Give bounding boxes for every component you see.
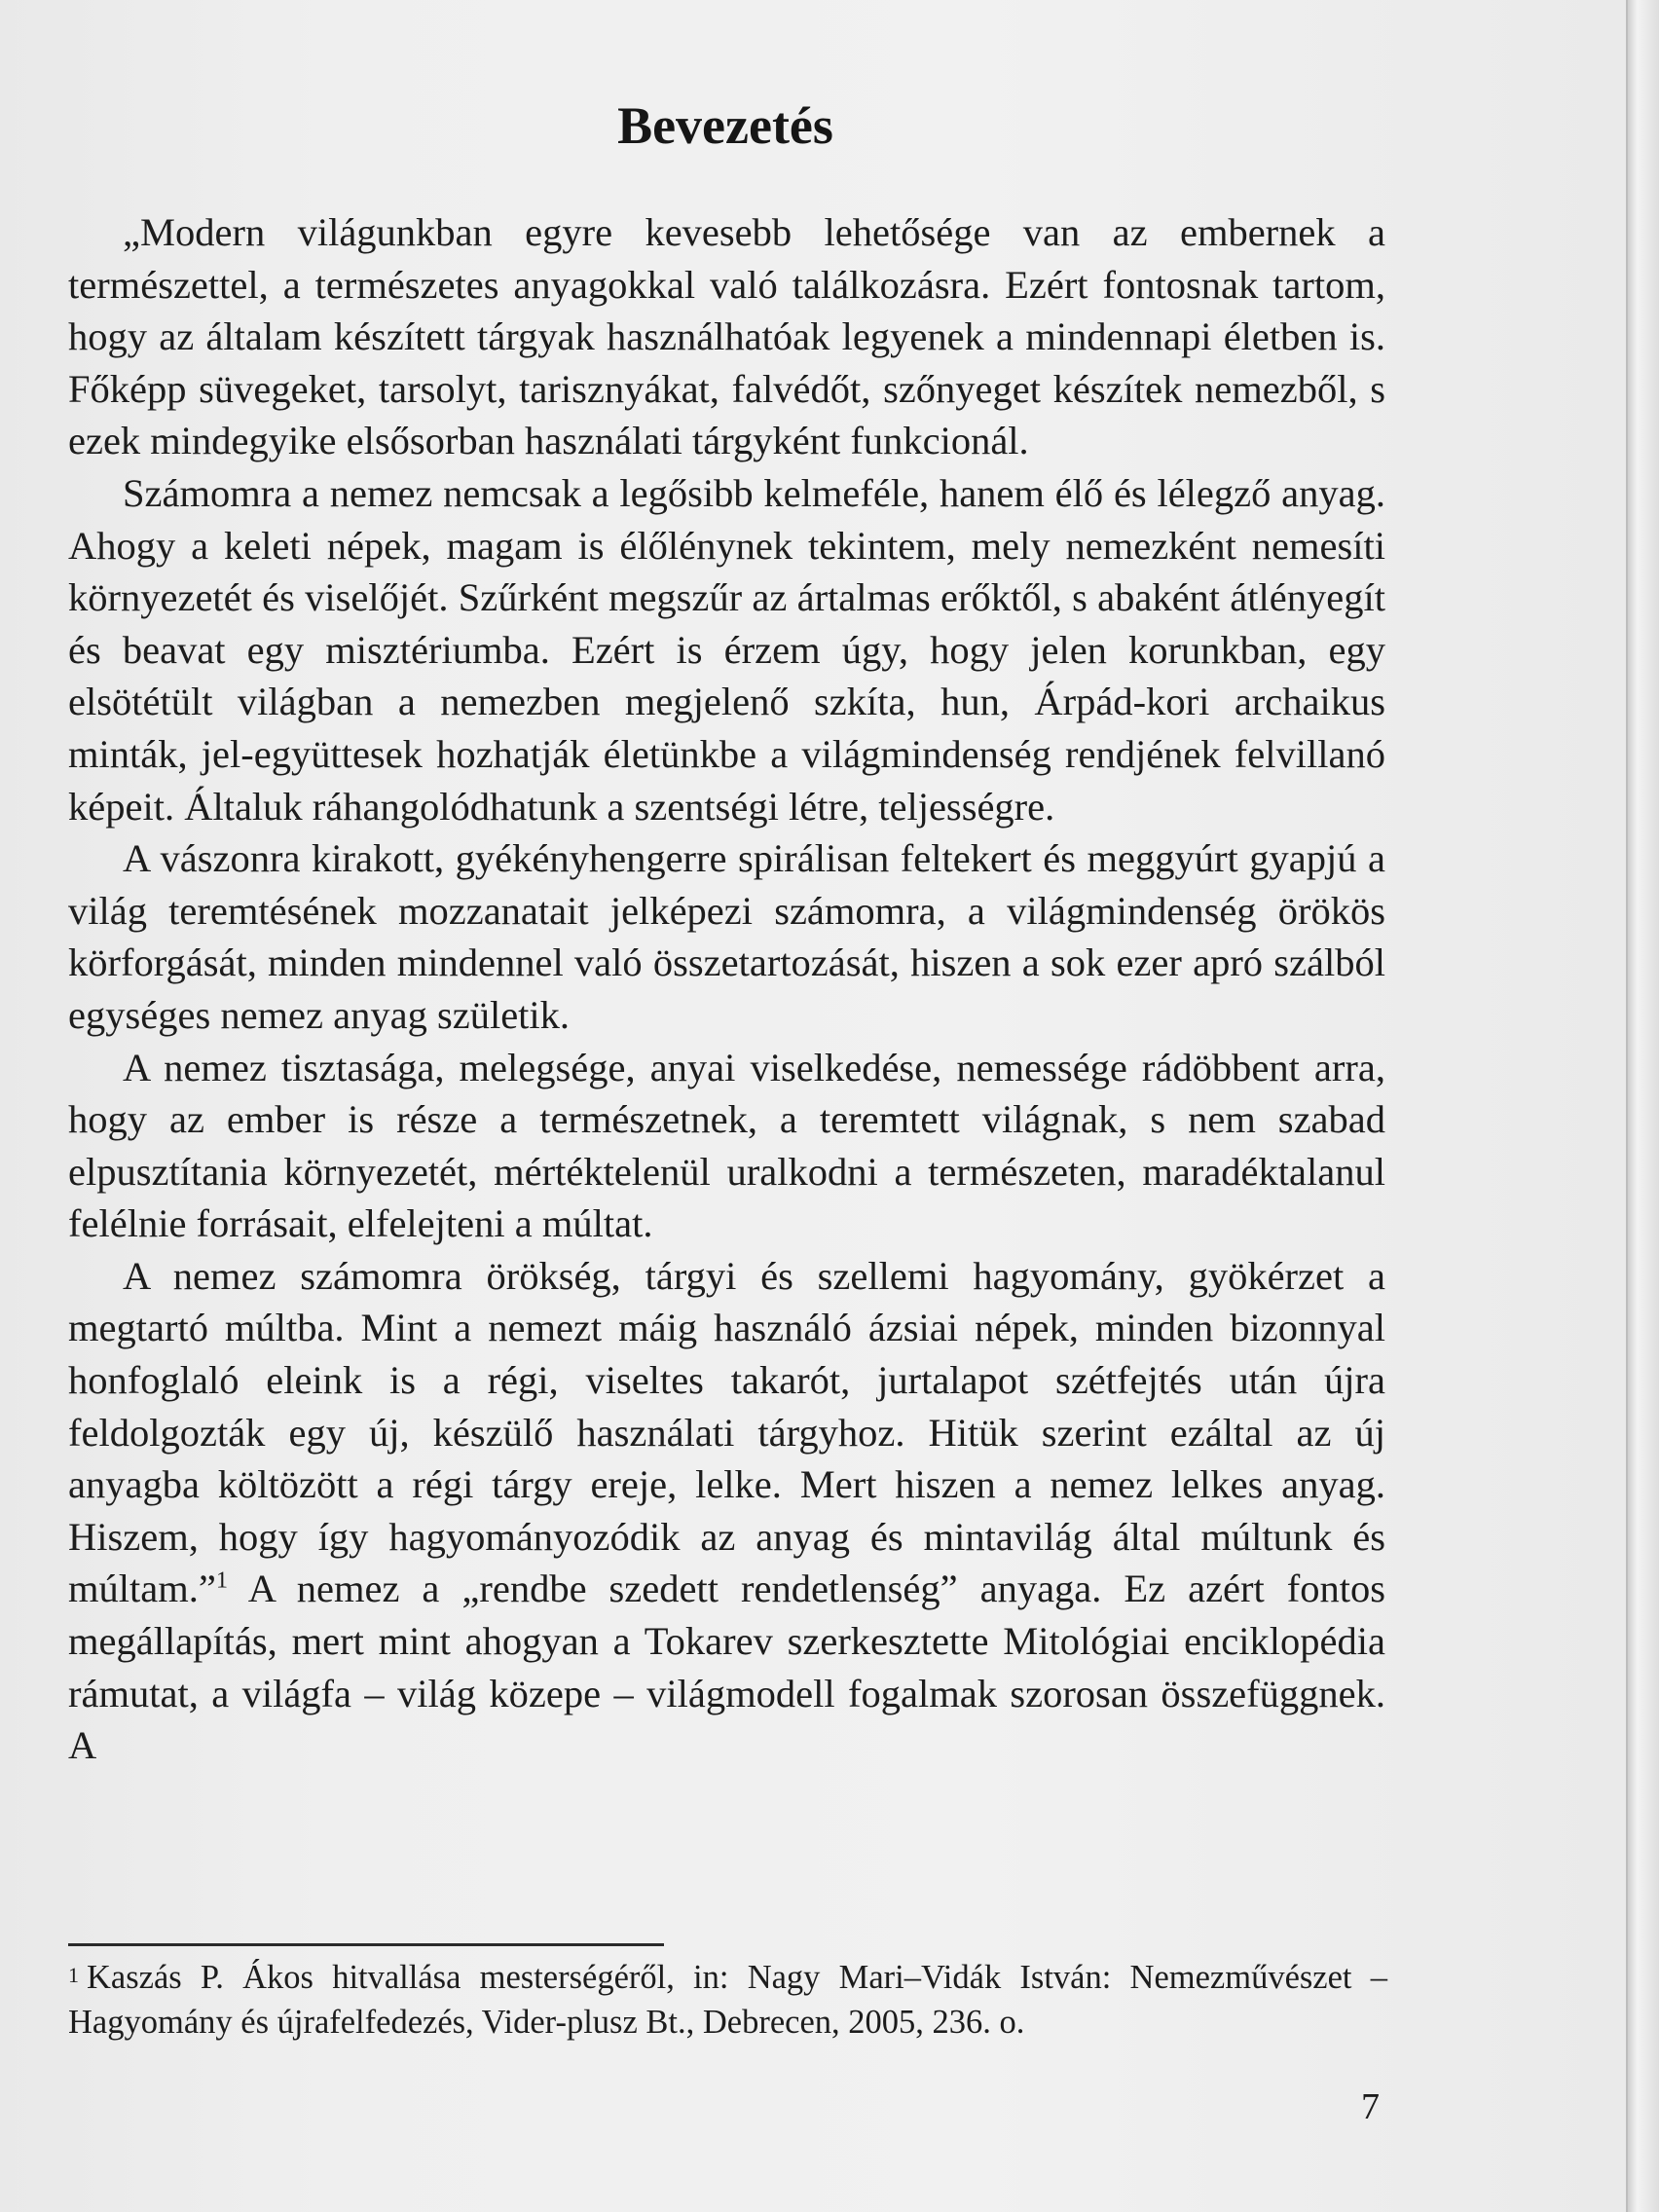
paragraph: A nemez tisztasága, melegsége, anyai viselkedése, nemessége rádöbbent arra, hogy az ember is része a természetnek, a teremtett világnak, s nem szabad elpusztítania környezetét, mértéktelenül uralkodni a természeten, maradéktalanul felélnie forrásait, elfelejteni a múltat. — [68, 1045, 1385, 1246]
paragraph-with-footnote — [68, 1250, 1385, 1772]
footnote-text: Kaszás P. Ákos hitvallása mesterségéről, in: Nagy Mari–Vidák István: Nemezművészet – Hagyomány és újrafelfedezés, Vider-plusz Bt., Debrecen, 2005, 236. o. — [68, 1959, 1387, 2041]
footnote-number: 1 — [68, 1963, 79, 1987]
paragraph: A vászonra kirakott, gyékényhengerre spirálisan feltekert és meggyúrt gyapjú a világ teremtésének mozzanatait jelképezi számomra, a világmindenség örökös körforgását, minden mindennel való összetartozását, hiszen a sok ezer apró szálból egységes nemez anyag születik. — [68, 836, 1385, 1037]
paragraph: „Modern világunkban egyre kevesebb lehetősége van az embernek a természettel, a természetes anyagokkal való találkozásra. Ezért fontosnak tartom, hogy az általam készített tárgyak használhatóak legyenek a mindennapi életben is. Főképp süvegeket, tarsolyt, tarisznyákat, falvédőt, szőnyeget készítek nemezből, s ezek mindegyike elsősorban használati tárgyként funkcionál. — [68, 210, 1385, 463]
paragraph-text-after-note: A nemez a „rendbe szedett rendetlenség” anyaga. Ez azért fontos megállapítás, mert mint ahogyan a Tokarev szerkesztette Mitológiai enciklopédia rámutat, a világfa – világ közepe – világmodell fogalmak szorosan összefüggnek. A — [68, 1567, 1385, 1768]
paragraph: Számomra a nemez nemcsak a legősibb kelmeféle, hanem élő és lélegző anyag. Ahogy a keleti népek, magam is élőlénynek tekintem, mely nemezként nemesíti környezetét és viselőjét. Szűrként megszűr az ártalmas erőktől, s abaként átlényegít és beavat egy misztériumba. Ezért is érzem úgy, hogy jelen korunkban, egy elsötétült világban a nemezben megjelenő szkíta, hun, Árpád-kori archaikus minták, jel-együttesek hozhatják életünkbe a világmindenség rendjének felvillanó képeit. Általuk ráhangolódhatunk a szentségi létre, teljességre. — [68, 470, 1385, 829]
page-edge — [1626, 0, 1659, 2212]
footnote-reference: 1 — [215, 1567, 228, 1594]
body-text — [68, 206, 1385, 1772]
footnote — [68, 1955, 1387, 2045]
chapter-heading: Bevezetés — [617, 96, 833, 155]
page-number: 7 — [1361, 2086, 1380, 2127]
paragraph-text-before-note: A nemez számomra örökség, tárgyi és szellemi hagyomány, gyökérzet a megtartó múltba. Mint a nemezt máig használó ázsiai népek, minden bizonnyal honfoglaló eleink is a régi, viseltes takarót, jurtalapot szétfejtés után újra feldolgozták egy új, készülő használati tárgyhoz. Hitük szerint ezáltal az új anyagba költözött a régi tárgy ereje, lelke. Mert hiszen a nemez lelkes anyag. Hiszem, hogy így hagyományozódik az anyag és mintavilág által múltunk és múltam.” — [68, 1253, 1385, 1611]
footnote-separator — [68, 1943, 664, 1946]
